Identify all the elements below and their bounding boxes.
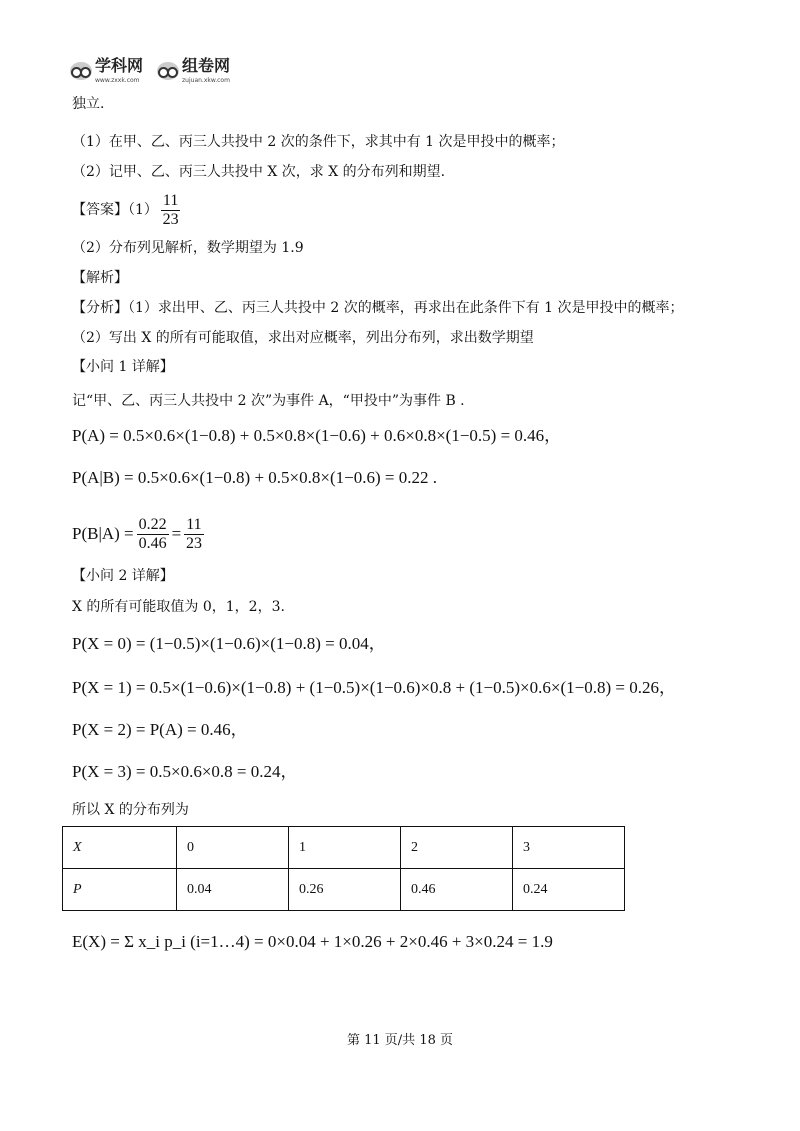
denominator: 23 xyxy=(162,210,179,228)
answer-label: 【答案】（1） xyxy=(72,202,158,218)
formula-px0: P(X = 0) = (1−0.5)×(1−0.6)×(1−0.8) = 0.04， xyxy=(72,634,386,653)
event-definition: 记“甲、乙、丙三人共投中 2 次”为事件 A，“甲投中”为事件 B . xyxy=(72,393,465,409)
formula-pba xyxy=(72,514,207,554)
lhs: P(B|A) = xyxy=(72,524,134,543)
table-cell: 1 xyxy=(289,827,401,869)
formula-expectation: E(X) = Σ x_i p_i (i=1…4) = 0×0.04 + 1×0.26 + 2×0.46 + 3×0.24 = 1.9 xyxy=(72,932,553,951)
table-cell: 0.46 xyxy=(401,869,513,911)
table-cell: 2 xyxy=(401,827,513,869)
brand-name: 学科网 xyxy=(95,56,144,75)
numerator: 11 xyxy=(186,515,202,533)
table-cell: 0.04 xyxy=(177,869,289,911)
subquestion-1-heading: 【小问 1 详解】 xyxy=(72,359,174,375)
table-cell: 0.26 xyxy=(289,869,401,911)
fraction xyxy=(161,192,180,229)
x-values: X 的所有可能取值为 0，1，2，3. xyxy=(72,599,285,615)
formula-px3: P(X = 3) = 0.5×0.6×0.8 = 0.24， xyxy=(72,762,298,781)
distribution-intro: 所以 X 的分布列为 xyxy=(72,802,189,818)
formula-px1: P(X = 1) = 0.5×(1−0.6)×(1−0.8) + (1−0.5)×(1−0.6)×0.8 + (1−0.5)×0.6×(1−0.8) = 0.26， xyxy=(72,678,676,697)
table-row xyxy=(63,827,625,869)
owl-logo-icon xyxy=(70,62,92,80)
brand-url: www.zxxk.com xyxy=(95,77,140,84)
question-2: （2）记甲、乙、丙三人共投中 X 次，求 X 的分布列和期望. xyxy=(72,164,446,180)
subquestion-2-heading: 【小问 2 详解】 xyxy=(72,568,174,584)
table-cell: 0.24 xyxy=(513,869,625,911)
page-footer: 第 11 页/共 18 页 xyxy=(347,1033,453,1048)
brand-url: zujuan.xkw.com xyxy=(182,77,230,84)
table-cell: X xyxy=(63,827,177,869)
analysis-1: 【分析】（1）求出甲、乙、丙三人共投中 2 次的概率，再求出在此条件下有 1 次是甲投中的概率； xyxy=(72,300,684,316)
distribution-table xyxy=(62,826,625,911)
brand-name: 组卷网 xyxy=(182,56,231,75)
denominator: 23 xyxy=(185,534,202,552)
text-line: 独立. xyxy=(72,96,105,112)
question-1: （1）在甲、乙、丙三人共投中 2 次的条件下，求其中有 1 次是甲投中的概率； xyxy=(72,134,565,150)
owl-logo-icon xyxy=(157,62,179,80)
denominator: 0.46 xyxy=(138,534,167,552)
table-row xyxy=(63,869,625,911)
answer-2: （2）分布列见解析，数学期望为 1.9 xyxy=(72,240,304,256)
fraction xyxy=(137,516,169,553)
formula-pab: P(A|B) = 0.5×0.6×(1−0.8) + 0.5×0.8×(1−0.6) = 0.22 . xyxy=(72,468,437,487)
fraction xyxy=(184,516,203,553)
analysis-2: （2）写出 X 的所有可能取值，求出对应概率，列出分布列，求出数学期望 xyxy=(72,330,534,346)
numerator: 11 xyxy=(162,191,179,209)
equals-sign: = xyxy=(171,524,182,543)
logo xyxy=(70,56,230,85)
numerator: 0.22 xyxy=(138,515,167,533)
formula-px2: P(X = 2) = P(A) = 0.46， xyxy=(72,720,248,739)
formula-pa: P(A) = 0.5×0.6×(1−0.8) + 0.5×0.8×(1−0.6) + 0.6×0.8×(1−0.5) = 0.46， xyxy=(72,426,562,445)
section-jiexi: 【解析】 xyxy=(72,270,128,286)
table-cell: 0 xyxy=(177,827,289,869)
table-cell: P xyxy=(63,869,177,911)
answer-1 xyxy=(72,190,183,230)
table-cell: 3 xyxy=(513,827,625,869)
